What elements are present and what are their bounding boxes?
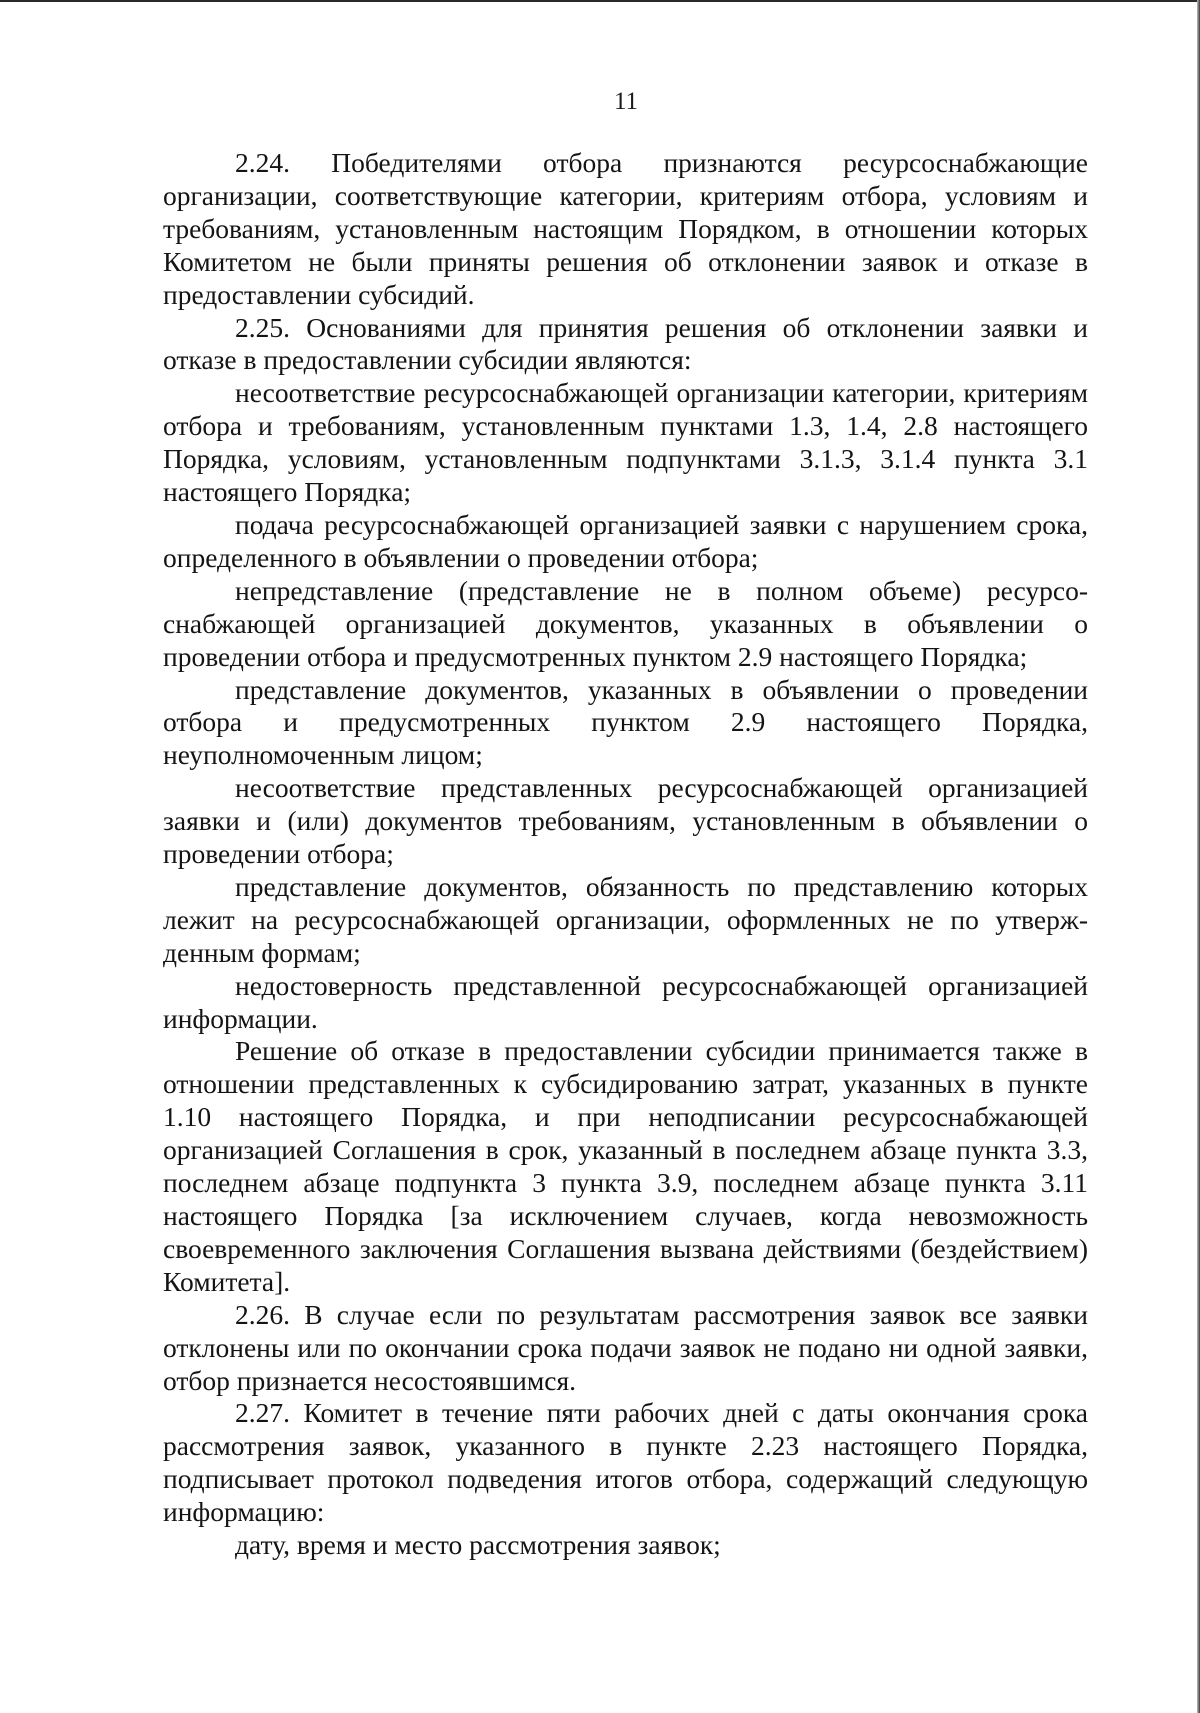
paragraph-2-25: 2.25. Основаниями для принятия решения об отклонении заявки и отказе в предоставлении субсидии являются: bbox=[163, 311, 1088, 376]
list-item-requirements-mismatch: несоответствие представленных ресурсоснабжающей организацией заявки и (или) документов требованиям, установленным в объявлении о проведении отбора; bbox=[163, 772, 1088, 870]
paragraph-2-24: 2.24. Победителями отбора признаются ресурсоснабжающие организации, соответствующие категории, критериям отбора, условиям и требованиям, установленным настоящим Порядком, в отношении которых Комитетом не были приняты решения об отклонении заявок и отказе в предоставлении субсидий. bbox=[163, 147, 1088, 310]
scan-top-edge bbox=[0, 0, 1200, 2]
list-item-false-information: недостоверность представленной ресурсоснабжающей организацией информации. bbox=[163, 969, 1088, 1034]
list-item-unauthorized-person: представление документов, указанных в объявлении о проведении отбора и предусмотренных пунктом 2.9 настоящего Порядка, неуполномоченным лицом; bbox=[163, 673, 1088, 771]
page-number: 11 bbox=[613, 88, 639, 115]
paragraph-2-27: 2.27. Комитет в течение пяти рабочих дней с даты окончания срока рассмотрения заявок, указанного в пункте 2.23 настоящего Порядка, подписывает протокол подведения итогов отбора, содержащий следующую информацию: bbox=[163, 1397, 1088, 1528]
list-item-late-submission: подача ресурсоснабжающей организацией заявки с нарушением срока, определенного в объявлении о проведении отбора; bbox=[163, 508, 1088, 573]
paragraph-2-26: 2.26. В случае если по результатам рассмотрения заявок все заявки отклонены или по окончании срока подачи заявок не подано ни одной заявки, отбор признается несостоявшимся. bbox=[163, 1298, 1088, 1396]
document-body bbox=[163, 147, 1088, 1562]
paragraph-refusal-decision: Решение об отказе в предоставлении субсидии принимается также в отношении представленных к субсидированию затрат, указанных в пункте 1.10 настоящего Порядка, и при неподписании ресурсоснабжающей организацией Соглашения в срок, указанный в последнем абзаце пункта 3.3, последнем абзаце подпункта 3 пункта 3.9, последнем абзаце пункта 3.11 настоящего Порядка [за исключением случаев, когда невозможность своевременного заключения Соглашения вызвана действиями (бездействием) Комитета]. bbox=[163, 1035, 1088, 1297]
list-item-date-time-place: дату, время и место рассмотрения заявок; bbox=[235, 1529, 721, 1561]
list-item-missing-documents: непредставление (представление не в полном объеме) ресурсоснабжающей организацией документов, указанных в объявлении о проведении отбора и предусмотренных пунктом 2.9 настоящего Порядка; bbox=[163, 574, 1088, 672]
list-item-category-mismatch: несоответствие ресурсоснабжающей организации категории, критериям отбора и требованиям, установленным пунктами 1.3, 1.4, 2.8 настоящего Порядка, условиям, установленным подпунктами 3.1.3, 3.1.4 пункта 3.1 настоящего Порядка; bbox=[163, 377, 1088, 508]
list-item-wrong-forms: представление документов, обязанность по представлению которых лежит на ресурсоснабжающей организации, оформленных не по утвержденным формам; bbox=[163, 870, 1088, 968]
